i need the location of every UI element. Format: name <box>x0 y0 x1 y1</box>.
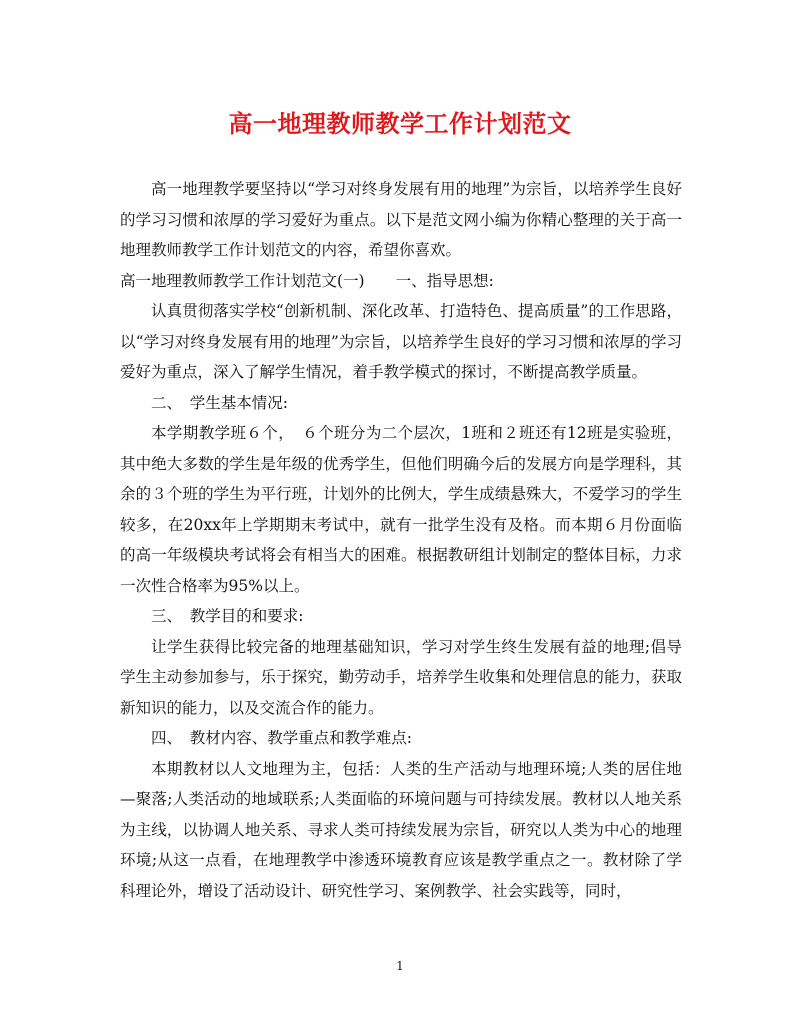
textbook-paragraph: 本期教材以人文地理为主，包括：人类的生产活动与地理环境;人类的居住地—聚落;人类活动的地域联系;人类面临的环境问题与可持续发展。教材以人地关系为主线，以协调人地关系、寻求人类可持续发展为宗旨，研究以人类为中心的地理环境;从这一点看，在地理教学中渗透环境教育应该是教学重点之一。教材除了学科理论外，增设了活动设计、研究性学习、案例教学、社会实践等，同时， <box>120 759 682 900</box>
page-title: 高一地理教师教学工作计划范文 <box>228 109 572 138</box>
section-heading-sample-one: 高一地理教师教学工作计划范文(一) 一、指导思想: <box>120 271 494 290</box>
section-heading-goals: 三、 教学目的和要求: <box>151 607 304 625</box>
section-heading-textbook: 四、 教材内容、教学重点和教学难点: <box>151 729 412 747</box>
intro-paragraph: 高一地理教学要坚持以“学习对终身发展有用的地理”为宗旨，以培养学生良好的学习习惯和浓厚的学习爱好为重点。以下是范文网小编为你精心整理的关于高一地理教师教学工作计划范文的内容，希望你喜欢。 <box>120 180 682 259</box>
goals-paragraph: 让学生获得比较完备的地理基础知识，学习对学生终生发展有益的地理;倡导学生主动参加参与，乐于探究，勤劳动手，培养学生收集和处理信息的能力，获取新知识的能力，以及交流合作的能力。 <box>120 637 682 717</box>
section-heading-student-situation: 二、 学生基本情况: <box>151 393 288 412</box>
page-number: 1 <box>396 959 404 973</box>
document-body <box>120 174 682 906</box>
guiding-thought-paragraph: 认真贯彻落实学校“创新机制、深化改革、打造特色、提高质量”的工作思路，以“学习对终身发展有用的地理”为宗旨，以培养学生良好的学习习惯和浓厚的学习爱好为重点，深入了解学生情况，着手教学模式的探讨，不断提高教学质量。 <box>120 302 682 381</box>
student-situation-paragraph: 本学期教学班６个， ６个班分为二个层次，1班和２班还有12班是实验班，其中绝大多数的学生是年级的优秀学生，但他们明确今后的发展方向是学理科，其余的３个班的学生为平行班，计划外的比例大，学生成绩悬殊大，不爱学习的学生较多，在20xx年上学期期末考试中，就有一批学生没有及格。而本期６月份面临的高一年级模块考试将会有相当大的困难。根据教研组计划制定的整体目标，力求一次性合格率为95%以上。 <box>120 424 682 595</box>
